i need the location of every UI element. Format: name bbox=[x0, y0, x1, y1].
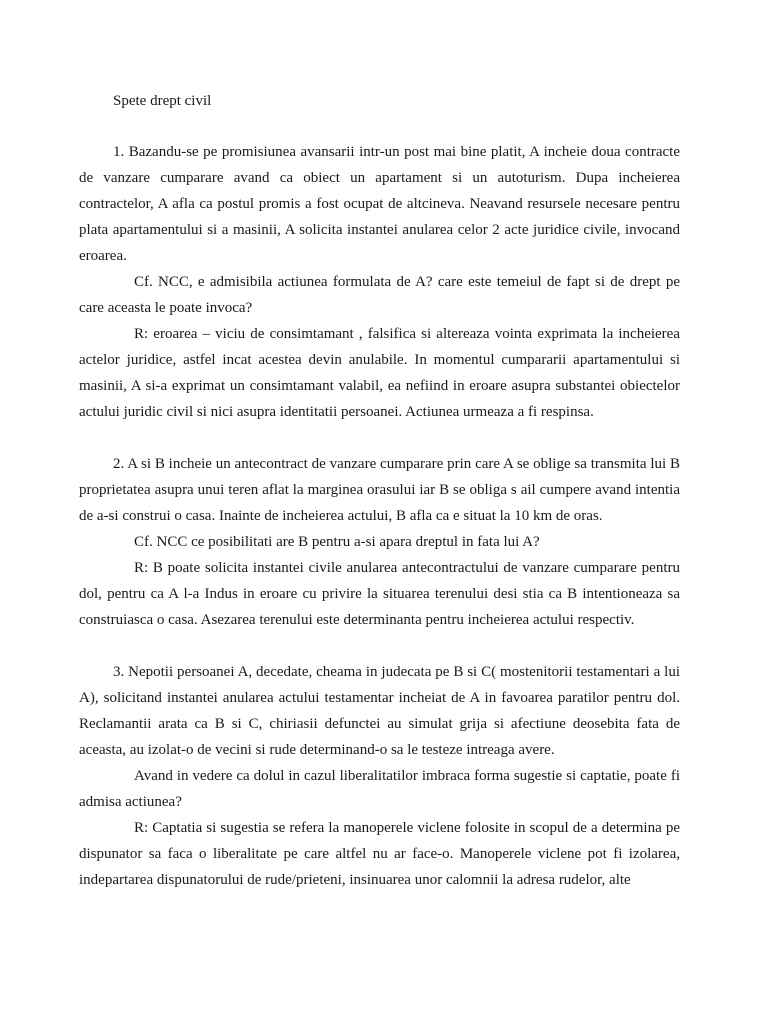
case-2-statement: 2. A si B incheie un antecontract de vanzare cumparare prin care A se oblige sa transmita lui B proprietatea asupra unui teren aflat la marginea orasului iar B se obliga s ail cumpere avand intentia de a-si construi o casa. Inainte de incheierea actului, B afla ca e situat la 10 km de oras. bbox=[79, 456, 680, 524]
case-3-question: Avand in vedere ca dolul in cazul liberalitatilor imbraca forma sugestie si captatie, poate fi admisa actiunea? bbox=[79, 768, 680, 810]
case-2-answer: R: B poate solicita instantei civile anularea antecontractului de vanzare cumparare pentru dol, pentru ca A l-a Indus in eroare cu privire la situarea terenului desi stia ca B intentioneaza sa construiasca o casa. Asezarea terenului este determinanta pentru incheierea actului respectiv. bbox=[79, 560, 680, 628]
case-1-answer: R: eroarea – viciu de consimtamant , falsifica si altereaza vointa exprimata la incheierea actelor juridice, astfel incat acestea devin anulabile. In momentul cumpararii apartamentului si masinii, A si-a exprimat un consimtamant valabil, ea nefiind in eroare asupra substantei obiectelor actului juridic civil si nici asupra identitatii persoanei. Actiunea urmeaza a fi respinsa. bbox=[79, 326, 680, 420]
case-1-question: Cf. NCC, e admisibila actiunea formulata de A? care este temeiul de fapt si de drept pe care aceasta le poate invoca? bbox=[79, 274, 680, 316]
case-3-answer: R: Captatia si sugestia se refera la manoperele viclene folosite in scopul de a determina pe dispunator sa faca o liberalitate pe care altfel nu ar face-o. Manoperele viclene pot fi izolarea, indepartarea dispunatorului de rude/prieteni, insinuarea unor calomnii la adresa rudelor, alte bbox=[79, 820, 680, 888]
case-3-statement: 3. Nepotii persoanei A, decedate, cheama in judecata pe B si C( mostenitorii testamentari a lui A), solicitand instantei anularea actului testamentar incheiat de A in favoarea paratilor pentru dol. Reclamantii arata ca B si C, chiriasii defunctei au simulat grija si afectiune deosebita fata de aceasta, au izolat-o de vecini si rude determinand-o sa le testeze intreaga avere. bbox=[79, 664, 680, 758]
page-title: Spete drept civil bbox=[113, 93, 212, 109]
case-1-statement: 1. Bazandu-se pe promisiunea avansarii intr-un post mai bine platit, A incheie doua contracte de vanzare cumparare avand ca obiect un apartament si un autoturism. Dupa incheierea contractelor, A afla ca postul promis a fost ocupat de altcineva. Neavand resursele necesare pentru plata apartamentului si a masinii, A solicita instantei anularea celor 2 acte juridice civile, invocand eroarea. bbox=[79, 144, 680, 264]
case-2-question: Cf. NCC ce posibilitati are B pentru a-si apara dreptul in fata lui A? bbox=[134, 534, 540, 550]
